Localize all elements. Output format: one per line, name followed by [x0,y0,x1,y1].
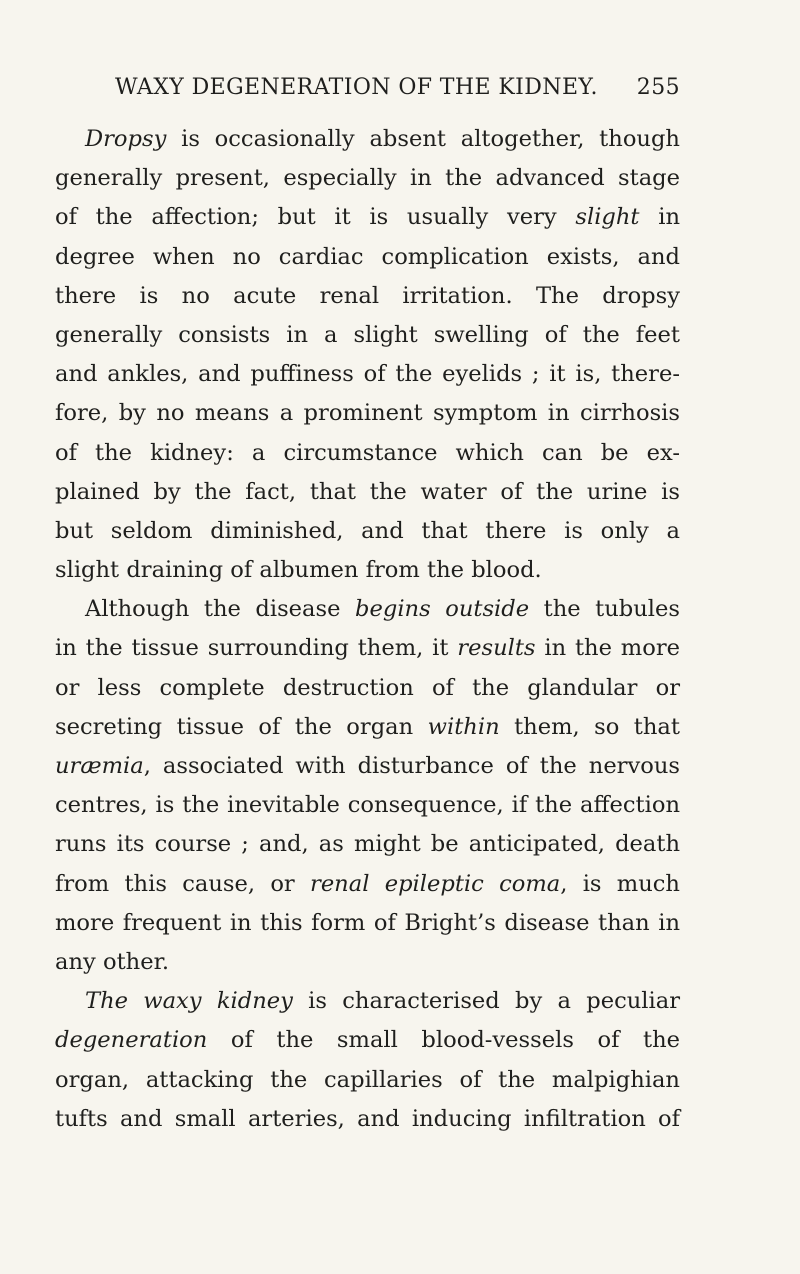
text-line [55,120,680,159]
text-line [55,747,680,786]
text-run: from this cause, or [55,870,311,897]
text-line [55,669,680,708]
text-line [55,159,680,198]
text-run: tufts and small arteries, and inducing infiltration of [55,1105,680,1132]
text-run: centres, is the inevitable consequence, if the affection [55,792,680,819]
italic-text: begins outside [355,596,530,623]
text-line [55,473,680,512]
italic-text: The waxy kidney [85,988,293,1015]
italic-text: within [427,713,500,740]
text-run: is occasionally absent altogether, though [166,126,680,152]
text-line [55,198,680,237]
italic-text: results [457,635,536,662]
text-line [55,316,680,355]
text-line [55,1061,680,1100]
text-line [55,865,680,904]
text-line [55,277,680,316]
text-run: slight draining of albumen from the blood. [55,557,542,584]
text-run: in [639,204,680,231]
text-run: in the tissue surrounding them, it [55,635,458,662]
text-line [55,1021,680,1060]
italic-text: renal epileptic coma [310,870,561,897]
text-run: the tubules [529,596,680,623]
text-run: generally consists in a slight swelling of the feet [55,321,680,348]
running-head: WAXY DEGENERATION OF THE KIDNEY. [115,75,598,100]
text-run: of the small blood-vessels of the [207,1027,680,1054]
text-run: degree when no cardiac complication exists, and [55,243,680,270]
text-line [55,238,680,277]
text-run: in the more [535,635,681,662]
italic-text: Dropsy [85,126,167,152]
text-line [55,708,680,747]
text-run: plained by the fact, that the water of the urine is [55,478,680,505]
text-line [55,904,680,943]
page-number: 255 [636,75,680,100]
text-run: of the kidney: a circumstance which can be ex- [55,439,680,466]
text-line [55,943,680,982]
text-run: more frequent in this form of Bright’s disease than in [55,909,680,936]
text-run: any other. [55,948,170,975]
text-run: secreting tissue of the organ [55,713,428,740]
text-run: and ankles, and puffiness of the eyelids ; it is, there- [55,361,680,388]
text-line [55,982,680,1021]
text-line [55,786,680,825]
text-line [55,355,680,394]
text-run: runs its course ; and, as might be anticipated, death [55,831,680,858]
italic-text: uræmia [55,753,144,779]
text-line [55,551,680,590]
italic-text: degeneration [55,1027,208,1054]
text-run: them, so that [499,713,680,740]
text-line [55,629,680,668]
text-line [55,1100,680,1139]
text-run: or less complete destruction of the glandular or [55,674,680,701]
text-run: there is no acute renal irritation. The dropsy [55,282,680,309]
text-line [55,590,680,629]
italic-text: slight [575,204,640,231]
text-run: , associated with disturbance of the nervous [143,753,680,779]
text-run: is characterised by a peculiar [292,988,680,1015]
text-run: of the affection; but it is usually very [55,204,576,231]
text-line [55,825,680,864]
text-line [55,434,680,473]
body-text [55,120,680,1139]
text-run: , is much [560,870,680,897]
text-run: Although the disease [85,596,356,623]
text-run: organ, attacking the capillaries of the malpighian [55,1066,680,1093]
text-line [55,394,680,433]
text-run: but seldom diminished, and that there is only a [55,517,680,544]
text-run: fore, by no means a prominent symptom in cirrhosis [55,400,680,427]
text-line [55,512,680,551]
text-run: generally present, especially in the advanced stage [55,165,680,192]
